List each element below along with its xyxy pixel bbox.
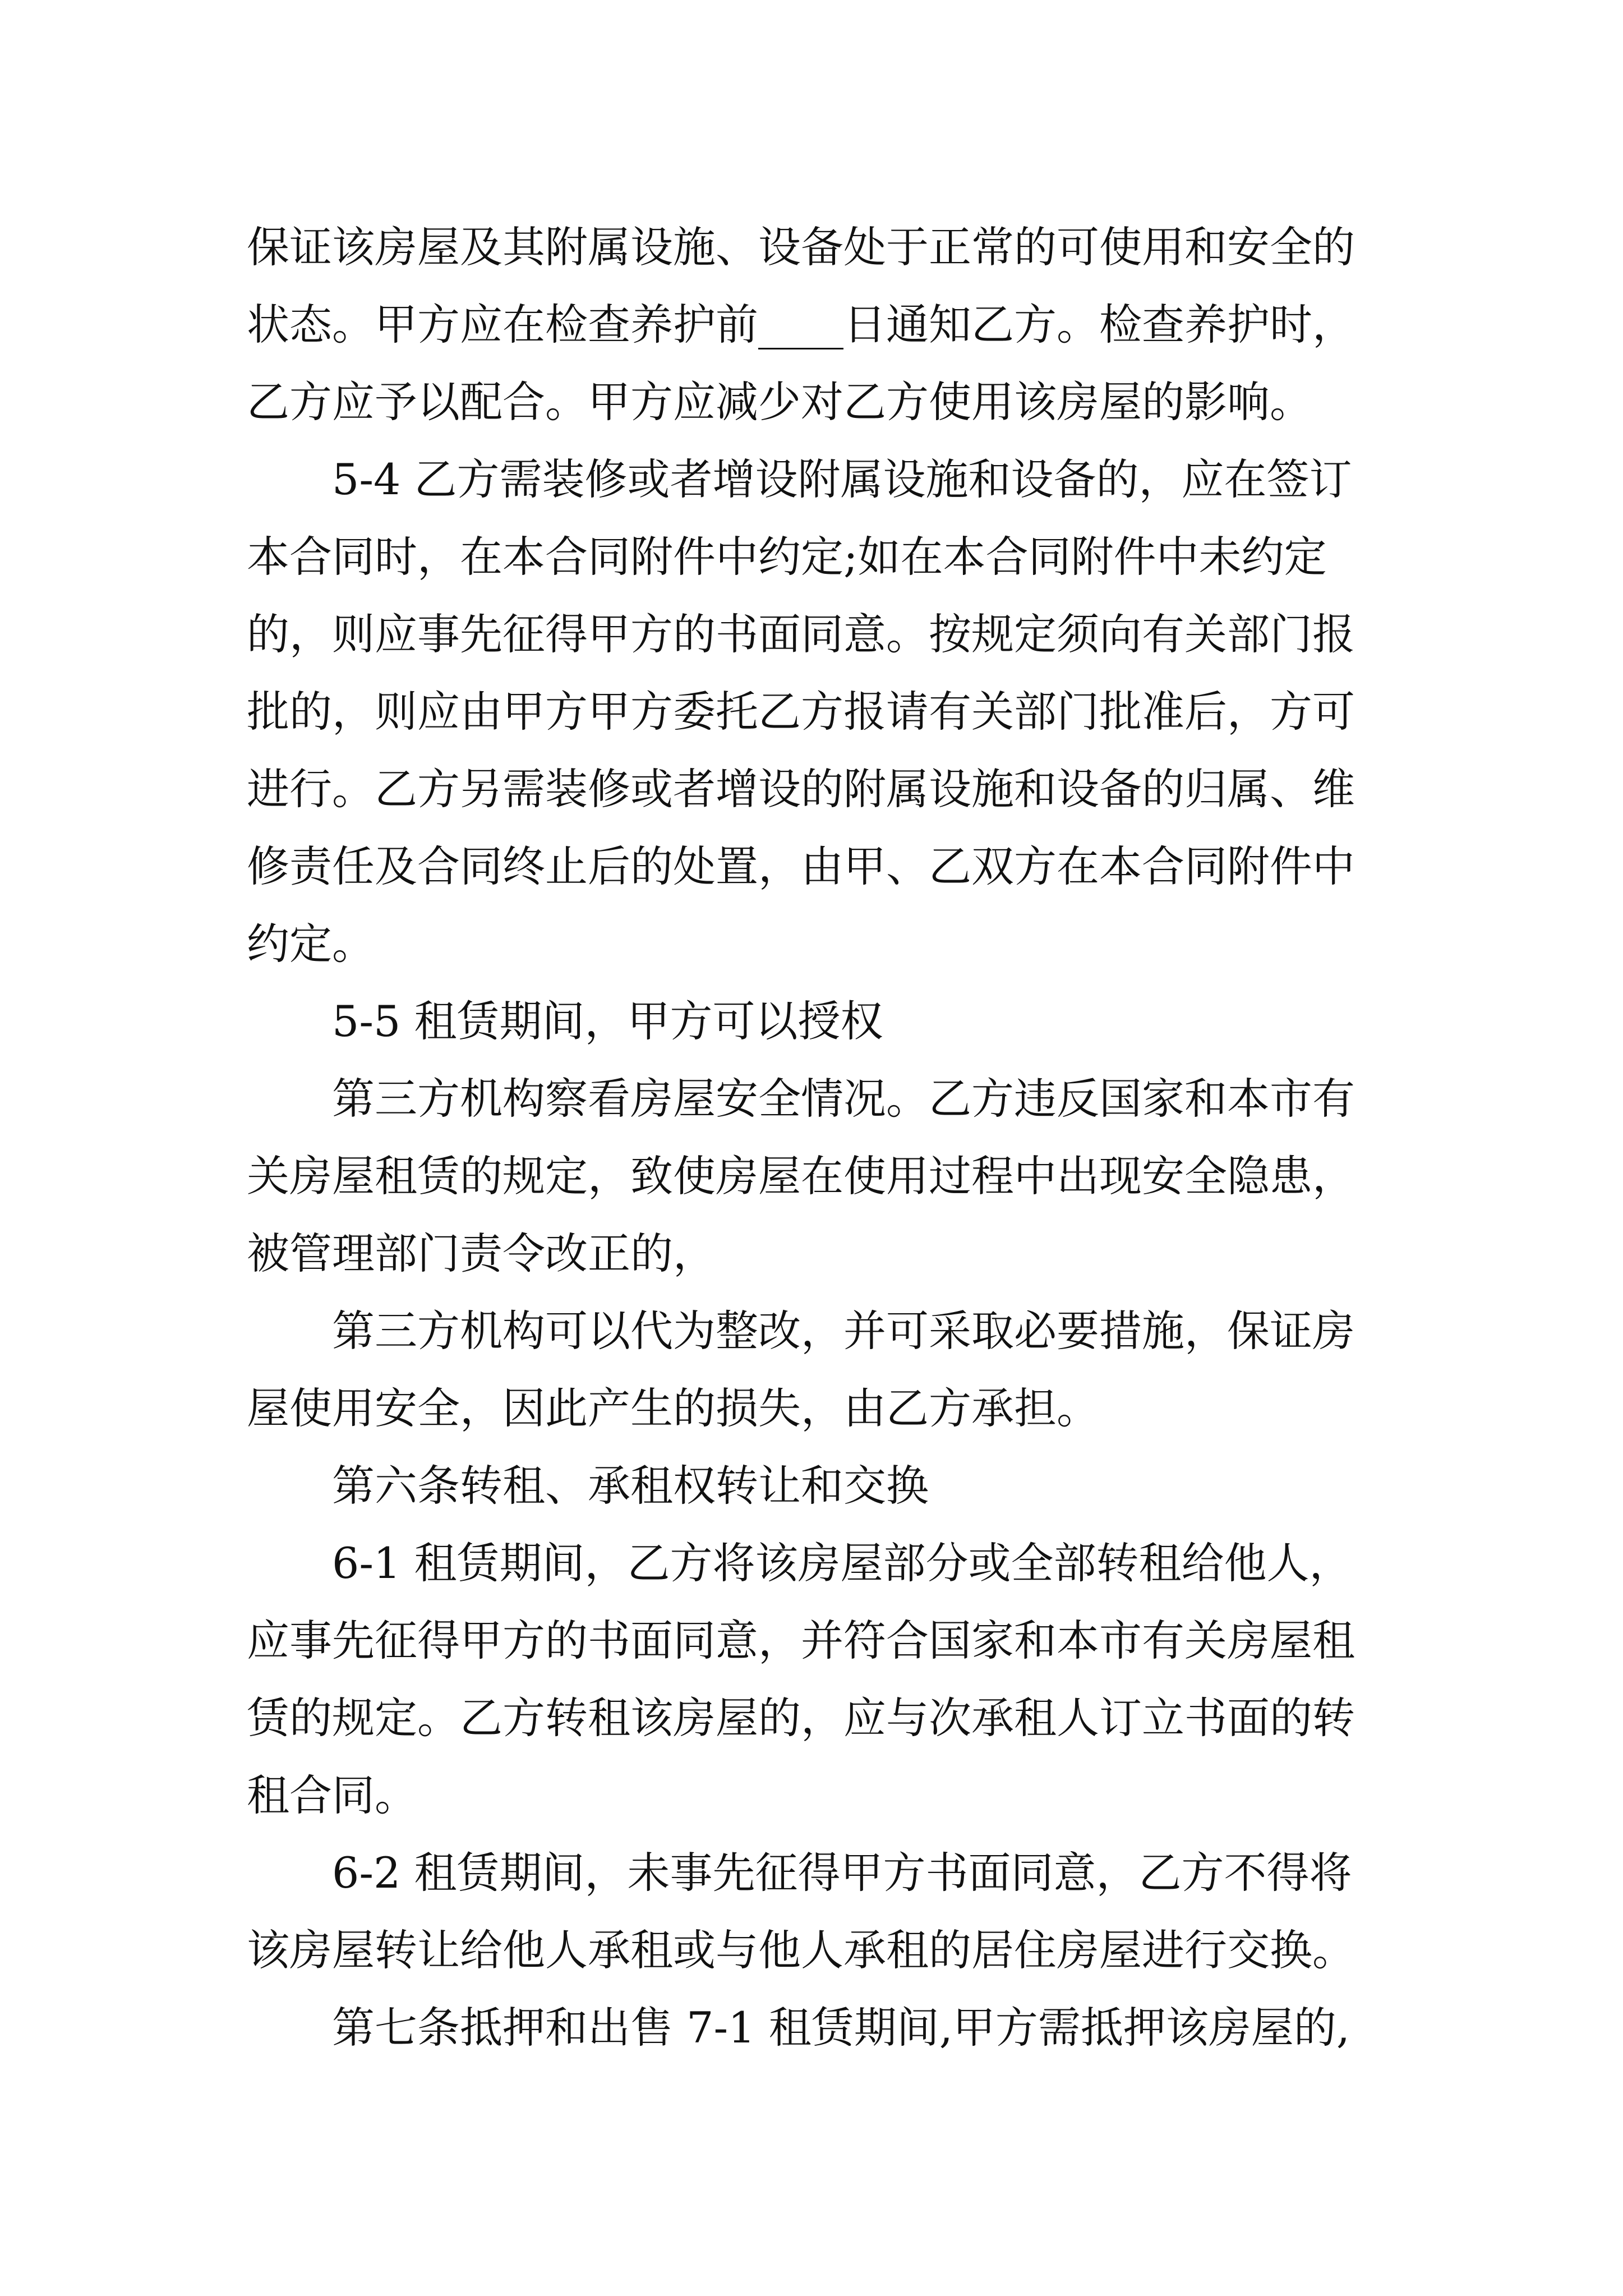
text-line: 修责任及合同终止后的处置，由甲、乙双方在本合同附件中: [247, 841, 1355, 891]
text-line: 被管理部门责令改正的，: [247, 1228, 716, 1278]
text-line: 的，则应事先征得甲方的书面同意。按规定须向有关部门报: [247, 609, 1355, 659]
text-line: 该房屋转让给他人承租或与他人承租的居住房屋进行交换。: [247, 1925, 1355, 1975]
text-line: 6-2 租赁期间，未事先征得甲方书面同意，乙方不得将: [332, 1848, 1352, 1898]
text-line: 本合同时，在本合同附件中约定;如在本合同附件中未约定: [247, 532, 1327, 582]
text-line: 保证该房屋及其附属设施、设备处于正常的可使用和安全的: [247, 222, 1355, 272]
text-line: 屋使用安全，因此产生的损失，由乙方承担。: [247, 1383, 1099, 1433]
text-line: 赁的规定。乙方转租该房屋的，应与次承租人订立书面的转: [247, 1693, 1355, 1743]
text-line: 应事先征得甲方的书面同意，并符合国家和本市有关房屋租: [247, 1616, 1355, 1665]
text-line: 状态。甲方应在检查养护前____日通知乙方。检查养护时，: [247, 300, 1355, 349]
text-line: 5-5 租赁期间，甲方可以授权: [332, 996, 883, 1046]
text-line: 进行。乙方另需装修或者增设的附属设施和设备的归属、维: [247, 764, 1355, 814]
document-body: [247, 209, 1402, 2067]
text-line: 第三方机构察看房屋安全情况。乙方违反国家和本市有: [332, 1074, 1355, 1124]
text-line: 5-4 乙方需装修或者增设附属设施和设备的，应在签订: [332, 454, 1352, 504]
text-line: 租合同。: [247, 1770, 417, 1820]
text-line: 6-1 租赁期间，乙方将该房屋部分或全部转租给他人，: [332, 1538, 1352, 1588]
text-line: 乙方应予以配合。甲方应减少对乙方使用该房屋的影响。: [247, 377, 1312, 427]
text-line: 第三方机构可以代为整改，并可采取必要措施，保证房: [332, 1306, 1355, 1356]
text-line: 批的，则应由甲方甲方委托乙方报请有关部门批准后，方可: [247, 687, 1355, 737]
text-line: 关房屋租赁的规定，致使房屋在使用过程中出现安全隐患，: [247, 1151, 1355, 1201]
text-line: 第六条转租、承租权转让和交换: [332, 1461, 929, 1511]
text-line: 约定。: [247, 919, 375, 969]
text-line: 第七条抵押和出售 7-1 租赁期间,甲方需抵押该房屋的,: [332, 2003, 1350, 2053]
